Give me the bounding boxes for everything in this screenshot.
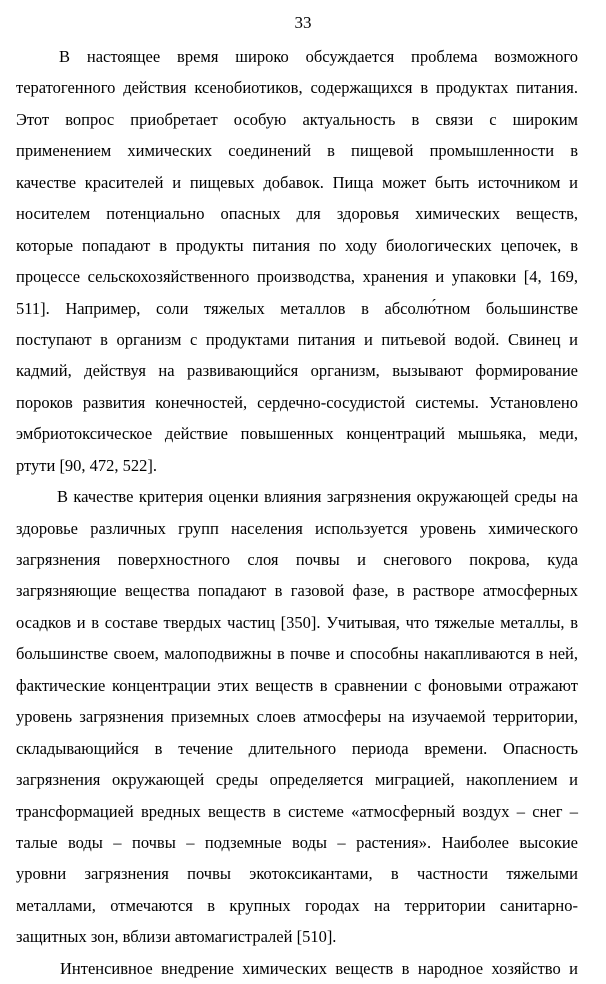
text-line: загрязняющие вещества попадают в газовой фазе, в растворе атмосферных: [16, 581, 578, 601]
page-number: 33: [294, 13, 312, 32]
text-line: В настоящее время широко обсуждается проблема возможного: [59, 47, 578, 66]
text-line: которые попадают в продукты питания по ходу биологических цепочек, в: [16, 235, 578, 255]
text-line: эмбриотоксическое действие повышенных концентраций мышьяка, меди,: [16, 424, 578, 444]
text-line: применением химических соединений в пищевой промышленности в: [16, 141, 578, 161]
text-line: фактические концентрации этих веществ в сравнении с фоновыми отражают: [16, 675, 578, 695]
text-line: загрязнения окружающей среды определяется миграцией, накоплением и: [16, 770, 578, 790]
text-line: носителем потенциально опасных для здоровья химических веществ,: [16, 204, 578, 224]
text-line: большинстве своем, малоподвижны в почве и способны накапливаются в ней,: [16, 644, 578, 664]
text-line: защитных зон, вблизи автомагистралей [510].: [16, 927, 337, 947]
text-line: талые воды – почвы – подземные воды – растения». Наиболее высокие: [16, 832, 578, 852]
text-line: уровни загрязнения почвы экотоксикантами, в частности тяжелыми: [16, 864, 578, 884]
document-body: [16, 41, 578, 984]
text-line: Интенсивное внедрение химических веществ в народное хозяйство и: [60, 958, 578, 978]
text-line: здоровье различных групп населения используется уровень химического: [16, 518, 578, 538]
text-line: трансформацией вредных веществ в системе «атмосферный воздух – снег –: [16, 801, 578, 821]
text-line: кадмий, действуя на развивающийся организм, вызывают формирование: [16, 361, 578, 381]
text-line: ртути [90, 472, 522].: [16, 455, 158, 475]
text-line: уровень загрязнения приземных слоев атмосферы на изучаемой территории,: [16, 707, 578, 727]
text-line: В качестве критерия оценки влияния загрязнения окружающей среды на: [57, 487, 578, 507]
text-line: тератогенного действия ксенобиотиков, содержащихся в продуктах питания.: [16, 78, 578, 98]
text-line: процессе сельскохозяйственного производства, хранения и упаковки [4, 169,: [16, 267, 578, 287]
text-line: пороков развития конечностей, сердечно-сосудистой системы. Установлено: [16, 392, 578, 412]
text-line: загрязнения поверхностного слоя почвы и снегового покрова, куда: [16, 550, 578, 569]
text-line: поступают в организм с продуктами питания и питьевой водой. Свинец и: [16, 329, 578, 349]
text-line: Этот вопрос приобретает особую актуальность в связи с широким: [16, 109, 578, 129]
text-line: качестве красителей и пищевых добавок. Пища может быть источником и: [16, 172, 578, 192]
text-line: осадков и в составе твердых частиц [350]. Учитывая, что тяжелые металлы, в: [16, 612, 578, 632]
text-line: складывающийся в течение длительного периода времени. Опасность: [16, 738, 578, 758]
text-line: 511]. Например, соли тяжелых металлов в абсолю́тном большинстве: [16, 298, 578, 318]
text-line: металлами, отмечаются в крупных городах на территории санитарно-: [16, 895, 578, 915]
